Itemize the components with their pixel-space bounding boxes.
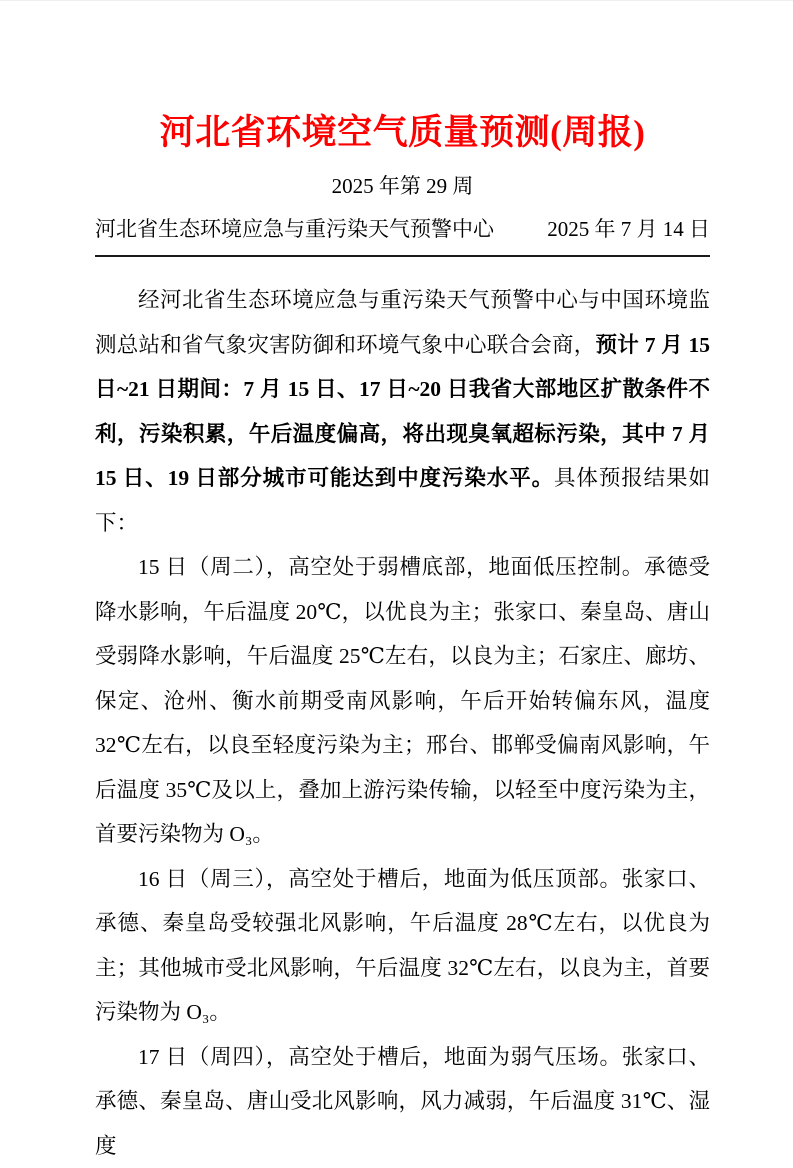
summary-emphasis-text: 预计 7 月 15 日~21 日期间：7 月 15 日、17 日~20 日我省大部地区扩散条件不利，污染积累，午后温度偏高，将出现臭氧超标污染，其中 7 月 15 日、19 日部分城市可能达到中度污染水平。 xyxy=(95,333,710,491)
document-title: 河北省环境空气质量预测(周报) xyxy=(95,109,710,157)
summary-lead-text: 经河北省生态环境应急与重污染天气预警中心与中国环境监测总站和省气象灾害防御和环境气象中心联合会商， xyxy=(95,288,710,357)
summary-tail-text: 具体预报结果如下： xyxy=(95,466,710,535)
forecast-day17-paragraph: 17 日（周四），高空处于槽后，地面为弱气压场。张家口、承德、秦皇岛、唐山受北风影响，风力减弱，午后温度 31℃、湿度 xyxy=(95,1035,710,1168)
forecast-body xyxy=(95,278,710,1168)
forecast-day15-paragraph: 15 日（周二），高空处于弱槽底部，地面低压控制。承德受降水影响，午后温度 20℃，以优良为主；张家口、秦皇岛、唐山受弱降水影响，午后温度 25℃左右，以良为主；石家庄、廊坊、保定、沧州、衡水前期受南风影响，午后开始转偏东风，温度 32℃左右，以良至轻度污染为主；邢台、邯郸受偏南风影响，午后温度 35℃及以上，叠加上游污染传输，以轻至中度污染为主，首要污染物为 O₃。 xyxy=(95,545,710,857)
issue-date: 2025 年 7 月 14 日 xyxy=(547,214,710,244)
issuer-name: 河北省生态环境应急与重污染天气预警中心 xyxy=(95,214,494,244)
issuer-date-row xyxy=(95,214,710,244)
week-number-subtitle: 2025 年第 29 周 xyxy=(95,172,710,200)
header-divider xyxy=(95,255,710,257)
summary-paragraph xyxy=(95,278,710,545)
forecast-day16-paragraph: 16 日（周三），高空处于槽后，地面为低压顶部。张家口、承德、秦皇岛受较强北风影响，午后温度 28℃左右，以优良为主；其他城市受北风影响，午后温度 32℃左右，以良为主，首要污染物为 O₃。 xyxy=(95,857,710,1035)
document-page xyxy=(0,1,793,1123)
